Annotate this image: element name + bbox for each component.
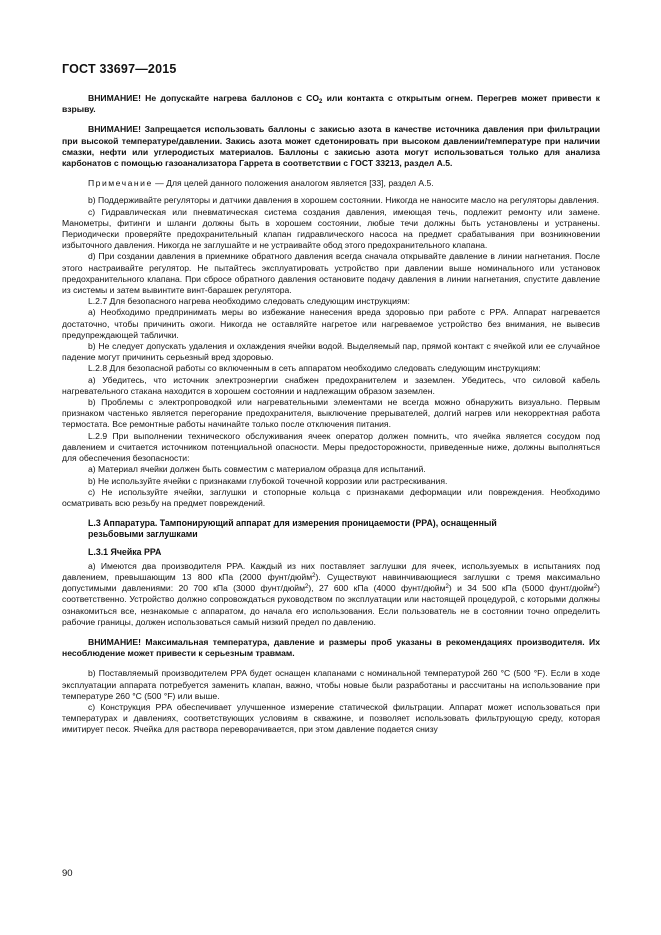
list-item: b) Проблемы с электропроводкой или нагревательными элементами не всегда можно обнаружить визуально. Первым признаком частенько является перегорание предохранителя, выключение прерывателей, долгий нагрев или некорректная работа термостата. Все ремонтные работы начинайте только после отключения питания. bbox=[62, 397, 600, 430]
list-item: b) Поддерживайте регуляторы и датчики давления в хорошем состоянии. Никогда не наносите масло на регуляторы давления. bbox=[88, 195, 600, 206]
list-item: a) Необходимо предпринимать меры во избежание нанесения вреда здоровью при работе с PPA. Аппарат нагревается достаточно, чтобы причинить ожоги. Никогда не оставляйте нагретое или нагреваемое устройство без внимания, не вывесив предупреждающей таблички. bbox=[62, 307, 600, 340]
list-item: b) Не следует допускать удаления и охлаждения ячейки водой. Выделяемый пар, прямой контакт с ячейкой или ее случайное падение могут причинить серьезный вред здоровью. bbox=[62, 341, 600, 363]
list-item: c) Гидравлическая или пневматическая система создания давления, имеющая течь, подлежит ремонту или замене. Манометры, фитинги и шланги должны быть в хорошем состоянии, любые течи должны быть установлены и устранены. Периодически проверяйте предохранительный клапан гидравлического насоса на предмет срабатывания при возникновении избыточного давления. Никогда не заглушайте и не устраивайте обод этого предохранительного клапана. bbox=[62, 206, 600, 251]
document-body bbox=[62, 90, 600, 736]
list-item: a) Материал ячейки должен быть совместим с материалом образца для испытаний. bbox=[88, 464, 426, 475]
warning-paragraph: ВНИМАНИЕ! Не допускайте нагрева баллонов с $CO_2$ или контакта с открытым огнем. Перегрев может привести к взрыву. bbox=[62, 93, 600, 115]
warning-paragraph: ВНИМАНИЕ! Максимальная температура, давление и размеры проб указаны в рекомендациях производителя. Их несоблюдение может привести к серьезным травмам. bbox=[62, 636, 600, 659]
note-paragraph: Примечание — Для целей данного положения аналогом является [33], раздел А.5. bbox=[88, 178, 434, 189]
subsection-heading: L.3.1 Ячейка PPA bbox=[88, 546, 162, 557]
list-item: b) Не используйте ячейки с признаками глубокой точечной коррозии или растрескивания. bbox=[88, 475, 448, 486]
list-item: c) Не используйте ячейки, заглушки и стопорные кольца с признаками деформации или повреждения. Необходимо осматривать всю резьбу на предмет повреждений. bbox=[62, 486, 600, 508]
note-label: Примечание bbox=[88, 178, 153, 189]
list-item: a) Убедитесь, что источник электроэнергии снабжен предохранителем и заземлен. Убедитесь, что силовой кабель нагревательного стакана находится в хорошем состоянии и надлежащим образом заземлен. bbox=[62, 374, 600, 396]
section-heading: L.3 Аппаратура. Тампонирующий аппарат для измерения проницаемости (PPA), оснащенный bbox=[88, 518, 497, 529]
page-number: 90 bbox=[62, 868, 73, 879]
list-item: a) Имеются два производителя PPA. Каждый из них поставляет заглушки для ячеек, используемых в испытаниях под давлением, превышающим 13 800 кПа (2000 фунт/дюйм$^2$). Существуют навинчивающиеся заглушки с тремя максимально допустимыми давлениями: 20 700 кПа (3000 фунт/дюйм$^2$), 27 600 кПа (4000 фунт/дюйм$^2$) и 34 500 кПа (5000 фунт/дюйм$^2$) соответственно. Устройство должно сопровождаться руководством по эксплуатации или настоящей процедурой, с которыми должны ознакомиться все, незнакомые с аппаратом, до начала его использования. Если пользователь не в состоянии точно определить рабочие границы, должен использоваться самый низкий предел по давлению. bbox=[62, 560, 600, 627]
list-item: d) При создании давления в приемнике обратного давления всегда сначала открывайте давление в линии нагнетания. После этого настраивайте регулятор. Не пытайтесь эксплуатировать устройство при давлении выше номинального или установок предохранительного клапана. При сбросе обратного давления остановите подачу давления в линии нагнетания, спустите давление из системы и затем вывинтите винт-барашек регулятора. bbox=[62, 251, 600, 296]
clause-paragraph: L.2.7 Для безопасного нагрева необходимо следовать следующим инструкциям: bbox=[88, 296, 410, 307]
list-item: c) Конструкция PPA обеспечивает улучшенное измерение статической фильтрации. Аппарат может использоваться при температурах и давлениях, соответствующих условиям в скважине, и позволяет использовать фильтрующую среду, которая имитирует песок. Ячейка для раствора переворачивается, при этом давление подается снизу bbox=[62, 701, 600, 735]
warning-paragraph: ВНИМАНИЕ! Запрещается использовать баллоны с закисью азота в качестве источника давления при фильтрации при высокой температуре/давлении. Закись азота может сдетонировать при высоком давлении/температуре при наличии смазки, нефти или углеродистых материалов. Баллоны с закисью азота могут использоваться только для анализа карбонатов с помощью газоанализатора Гаррета в соответствии с ГОСТ 33213, раздел А.5. bbox=[62, 124, 600, 169]
clause-paragraph: L.2.9 При выполнении технического обслуживания ячеек оператор должен помнить, что ячейка является сосудом под давлением и считается источником потенциальной опасности. Меры предосторожности, приведенные ниже, должны выполняться для обеспечения безопасности: bbox=[62, 430, 600, 464]
document-header: ГОСТ 33697—2015 bbox=[62, 62, 177, 76]
section-heading-continuation: резьбовыми заглушками bbox=[88, 529, 198, 540]
clause-paragraph: L.2.8 Для безопасной работы со включенным в сеть аппаратом необходимо следовать следующим инструкциям: bbox=[88, 363, 541, 374]
list-item: b) Поставляемый производителем PPA будет оснащен клапанами с номинальной температурой 260 °C (500 °F). Если в ходе эксплуатации аппарата потребуется заменить клапан, важно, чтобы новые были разработаны и рассчитаны на использование при температуре 260 °C (500 °F) или выше. bbox=[62, 668, 600, 701]
